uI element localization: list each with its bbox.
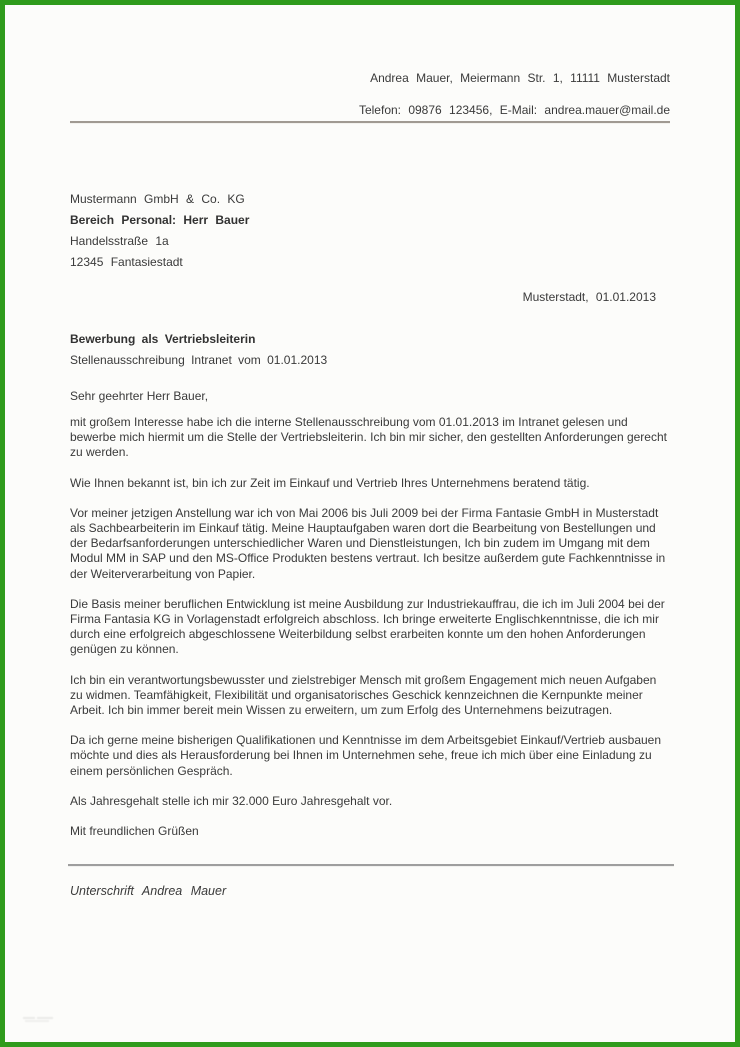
recipient-company: Mustermann GmbH & Co. KG — [70, 192, 245, 206]
recipient-city: 12345 Fantasiestadt — [70, 255, 183, 269]
recipient-department: Bereich Personal: Herr Bauer — [70, 213, 250, 227]
body-paragraph: Ich bin ein verantwortungsbewusster und zielstrebiger Mensch mit großem Engagement mich neuen Aufgaben zu widmen. Teamfähigkeit, Flexibilität und organisatorisches Geschick kennzeichnen die Kernpunkte meiner Arbeit. Ich bin immer bereit mein Wissen zu erweitern, um zum Erfolg des Unternehmens beizutragen. — [70, 672, 657, 718]
subject-subtitle: Stellenausschreibung Intranet vom 01.01.2013 — [70, 353, 328, 367]
subject-title: Bewerbung als Vertriebsleiterin — [70, 332, 256, 346]
body-paragraph: Wie Ihnen bekannt ist, bin ich zur Zeit im Einkauf und Vertrieb Ihres Unternehmens beratend tätig. — [70, 475, 590, 490]
body-paragraph: Vor meiner jetzigen Anstellung war ich von Mai 2006 bis Juli 2009 bei der Firma Fantasie GmbH in Musterstadt als Sachbearbeiterin im Einkauf tätig. Meine Hauptaufgaben waren dort die Bearbeitung von Bestellungen und der Bedarfsanforderungen unterschiedlicher Waren und Dienstleistungen, Ich bin zudem im Umgang mit dem Modul MM in SAP und den MS-Office Produkten bestens vertraut. Ich besitze außerdem gute Fachkenntnisse in der Weiterverarbeitung von Papier. — [70, 505, 666, 581]
subject-block — [70, 332, 670, 368]
sender-contact-line: Telefon: 09876 123456, E-Mail: andrea.mauer@mail.de — [358, 103, 670, 117]
recipient-street: Handelsstraße 1a — [70, 234, 169, 248]
footer-watermark — [23, 1016, 53, 1023]
date-line: Musterstadt, 01.01.2013 — [522, 290, 656, 304]
body-paragraph: Als Jahresgehalt stelle ich mir 32.000 Euro Jahresgehalt vor. — [70, 793, 393, 808]
letter-body — [70, 415, 670, 809]
body-paragraph: Die Basis meiner beruflichen Entwicklung ist meine Ausbildung zur Industriekauffrau, die ich im Juli 2004 bei der Firma Fantasia KG in Vorlagenstadt erfolgreich abschloss. Ich bringe erweiterte Englischkenntnisse, die ich mir durch eine erfolgreich abgeschlossene Weiterbildung selbst erarbeiten konnte um den hohen Anforderungen genügen zu können. — [70, 596, 665, 657]
recipient-block — [70, 192, 670, 270]
sender-address-line: Andrea Mauer, Meiermann Str. 1, 11111 Musterstadt — [370, 71, 670, 85]
letterhead — [70, 71, 670, 124]
letter-content — [5, 5, 735, 1042]
signature-divider — [68, 864, 674, 867]
body-paragraph: mit großem Interesse habe ich die interne Stellenausschreibung vom 01.01.2013 im Intranet gelesen und bewerbe mich hiermit um die Stelle der Vertriebsleiterin. Ich bin mir sicher, den gestellten Anforderungen gerecht zu werden. — [70, 415, 667, 460]
body-paragraph: Da ich gerne meine bisherigen Qualifikationen und Kenntnisse im dem Arbeitsgebiet Einkauf/Vertrieb ausbauen möchte und dies als Herausforderung bei Ihnen im Unternehmen sehe, freue ich mich über eine Einladung zu einem persönlichen Gespräch. — [70, 733, 662, 778]
signature-line: Unterschrift Andrea Mauer — [70, 884, 227, 899]
salutation: Sehr geehrter Herr Bauer, — [70, 389, 209, 403]
letterhead-divider — [70, 121, 670, 124]
closing-line: Mit freundlichen Grüßen — [70, 824, 199, 839]
